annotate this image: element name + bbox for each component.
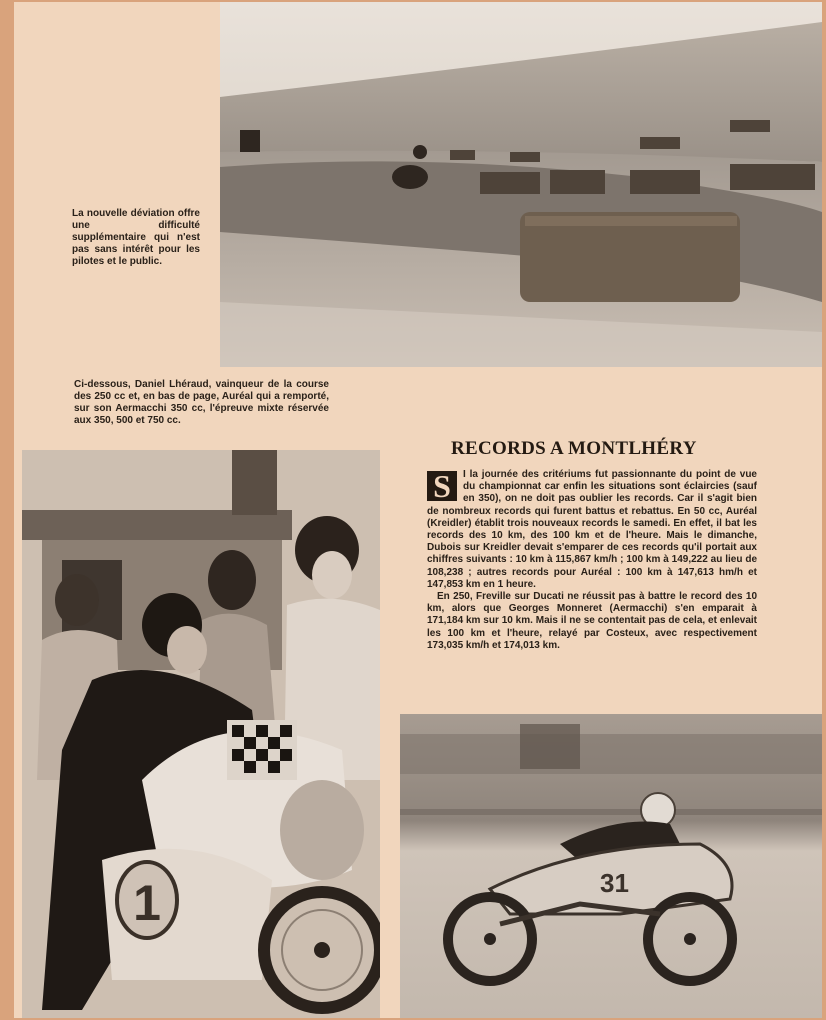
lheraud-photo-caption: Ci-dessous, Daniel Lhéraud, vainqueur de la course des 250 cc et, en bas de page, Auréal qui a remporté, sur son Aermacchi 350 cc, l'épreuve mixte réservée aux 350, 500 et 750 cc.	[74, 379, 329, 426]
racer-photo	[400, 714, 822, 1018]
racer-race-number: 31	[600, 868, 629, 898]
track-photo-caption: La nouvelle déviation offre une difficulté supplémentaire qui n'est pas sans intérêt pour les pilotes et le public.	[72, 208, 200, 267]
paddock-race-number: 1	[133, 875, 161, 931]
article-title: RECORDS A MONTLHÉRY	[451, 438, 697, 459]
magazine-page	[14, 2, 822, 1018]
article-paragraph-2: En 250, Freville sur Ducati ne réussit pas à battre le record des 10 km, alors que Georges Monneret (Aermacchi) s'en emparait à 171,184 km sur 10 km. Mais il ne se contentait pas de cela, et enlevait les 100 km et l'heure, relayé par Costeux, avec respectivement 173,035 km/h et 174,013 km.	[427, 591, 757, 651]
paddock-photo	[22, 450, 380, 1018]
track-photo	[220, 2, 822, 367]
drop-cap: S	[427, 471, 457, 501]
article-body	[427, 469, 757, 652]
article-paragraph	[427, 469, 757, 591]
article-paragraph-1-text: I la journée des critériums fut passionnante du point de vue du championnat car enfin les situations sont éclaircies (sauf en 350), on ne doit pas oublier les records. Car il s'agit bien de nombreux records qui furent battus et rebattus. En 50 cc, Auréal (Kreidler) établit trois nouveaux records le samedi. En effet, il bat les records des 10 km, des 100 km et de l'heure. Mais le dimanche, Dubois sur Kreidler devait s'emparer de ces records qu'il portait aux chiffres suivants : 10 km à 115,867 km/h ; 100 km à 149,222 au lieu de 108,238 ; autres records pour Auréal : 100 km à 147,613 hm/h et 147,853 km en 1 heure.	[427, 469, 757, 590]
